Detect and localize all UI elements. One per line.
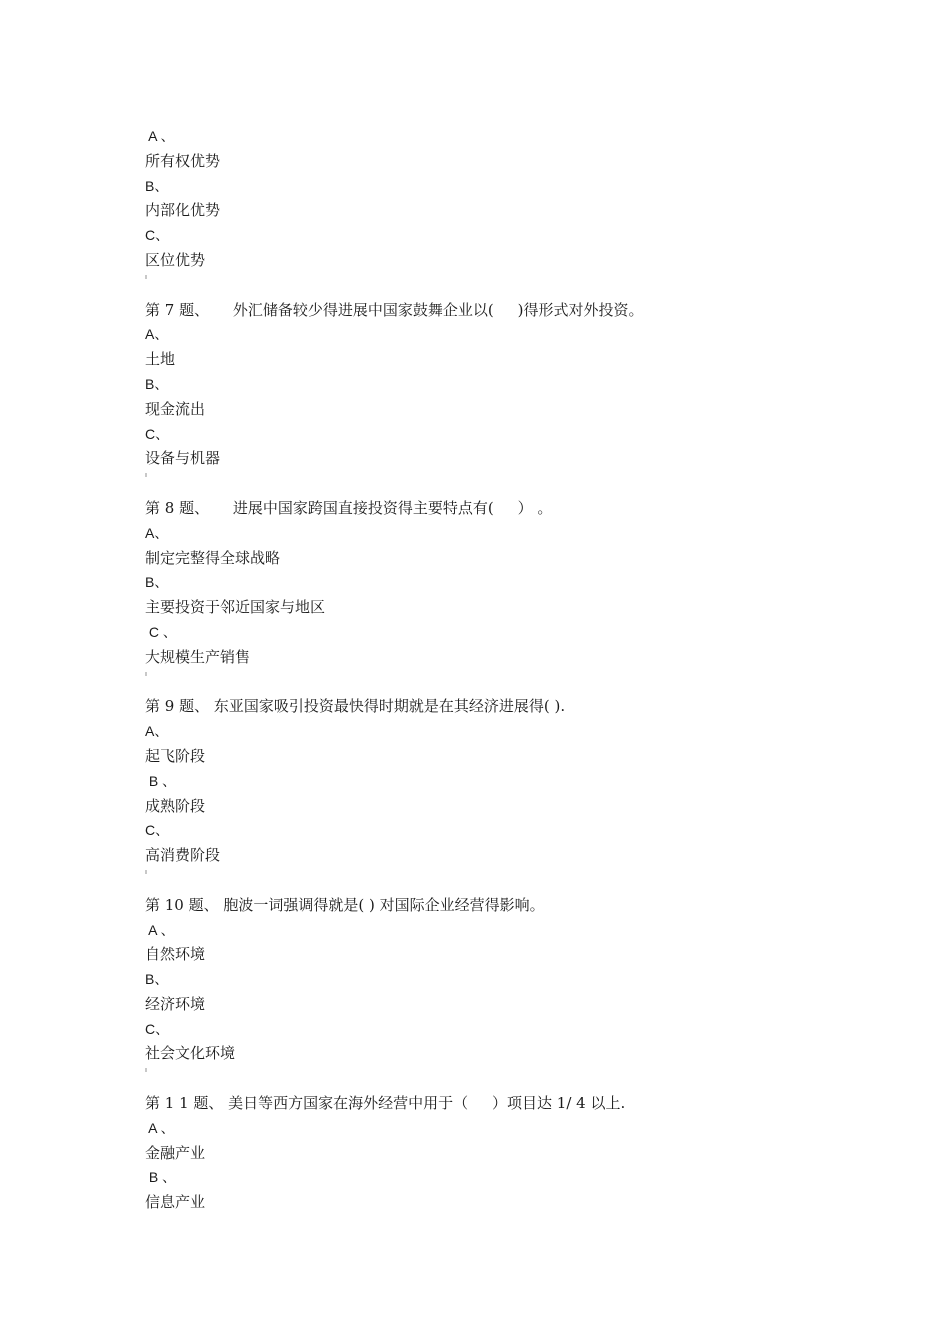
document-page	[145, 124, 845, 1215]
option-label: C、	[145, 822, 170, 839]
paragraph-mark	[145, 868, 845, 893]
option-text: 大规模生产销售	[145, 647, 251, 666]
option-label: B、	[145, 177, 169, 194]
question-10: 第 10 题、 胞波一词强调得就是( ) 对国际企业经营得影响。	[145, 895, 545, 914]
option-text: 起飞阶段	[145, 746, 206, 765]
paragraph-mark	[145, 273, 845, 298]
question-9: 第 9 题、 东亚国家吸引投资最快得时期就是在其经济进展得( ).	[145, 697, 566, 716]
option-text: 高消费阶段	[145, 846, 221, 865]
option-text: 经济环境	[145, 994, 206, 1013]
option-text: 制定完整得全球战略	[145, 548, 281, 567]
option-label: A 、	[145, 921, 175, 938]
option-label: A、	[145, 723, 169, 740]
option-text: 社会文化环境	[145, 1044, 236, 1063]
paragraph-mark	[145, 1066, 845, 1091]
option-text: 区位优势	[145, 250, 206, 269]
option-label: C 、	[145, 623, 177, 640]
option-label: C、	[145, 425, 170, 442]
option-text: 现金流出	[145, 399, 206, 418]
option-text: 主要投资于邻近国家与地区	[145, 598, 326, 617]
option-label: A 、	[145, 1119, 175, 1136]
option-label: B 、	[145, 772, 177, 789]
option-label: C、	[145, 1020, 170, 1037]
option-label: B、	[145, 574, 169, 591]
option-text: 成熟阶段	[145, 796, 206, 815]
paragraph-mark	[145, 670, 845, 695]
option-label: A 、	[145, 128, 175, 144]
option-label: A、	[145, 326, 169, 343]
option-label: A、	[145, 524, 169, 541]
option-label: B、	[145, 971, 169, 988]
option-label: B 、	[145, 1169, 177, 1186]
option-label: C、	[145, 227, 170, 244]
question-8: 第 8 题、 进展中国家跨国直接投资得主要特点有( ） 。	[145, 498, 553, 517]
option-text: 内部化优势	[145, 201, 221, 220]
option-text: 自然环境	[145, 945, 206, 964]
option-text: 金融产业	[145, 1143, 206, 1162]
option-text: 土地	[145, 350, 176, 369]
question-7: 第 7 题、 外汇储备较少得进展中国家鼓舞企业以( )得形式对外投资。	[145, 300, 644, 319]
question-11: 第 1 1 题、 美日等西方国家在海外经营中用于（ ）项目达 1/ 4 以上.	[145, 1094, 626, 1113]
option-text: 设备与机器	[145, 449, 221, 468]
option-label: B、	[145, 375, 169, 392]
option-text: 所有权优势	[145, 151, 221, 170]
paragraph-mark	[145, 471, 845, 496]
option-text: 信息产业	[145, 1193, 206, 1212]
